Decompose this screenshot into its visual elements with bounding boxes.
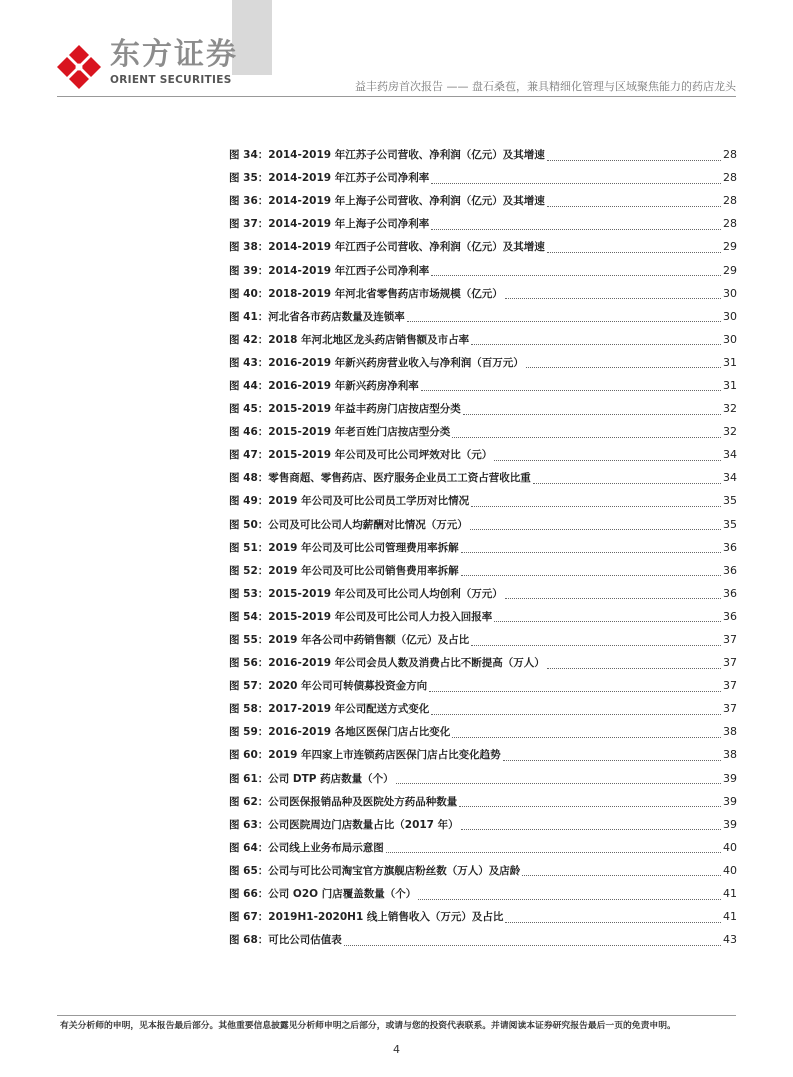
toc-entry-page[interactable]: 28 [723,217,737,231]
toc-entry-page[interactable]: 36 [723,609,737,623]
toc-entry-title[interactable]: 图 47：2015-2019 年公司及可比公司坪效对比（元） [229,449,493,462]
toc-entry-page[interactable]: 32 [723,402,737,416]
toc-entry[interactable] [229,466,737,489]
toc-leader-dots [461,551,721,553]
toc-entry[interactable] [229,836,737,859]
toc-entry-title[interactable]: 图 51：2019 年公司及可比公司管理费用率拆解 [229,541,459,554]
toc-entry-page[interactable]: 40 [723,863,737,877]
toc-entry-page[interactable]: 41 [723,910,737,924]
toc-leader-dots [533,482,721,484]
toc-entry[interactable] [229,928,737,951]
toc-entry-title[interactable]: 图 62：公司医保报销品种及医院处方药品种数量 [229,795,458,808]
toc-leader-dots [461,828,721,830]
page-number: 4 [393,1043,400,1056]
toc-leader-dots [344,944,721,946]
toc-entry[interactable] [229,166,737,189]
toc-entry[interactable] [229,628,737,651]
brand-name-cn: 东方证券 [110,37,238,72]
toc-entry-title[interactable]: 图 38：2014-2019 年江西子公司营收、净利润（亿元）及其增速 [229,241,545,254]
toc-entry[interactable] [229,282,737,305]
toc-entry-page[interactable]: 41 [723,887,737,901]
footer-disclaimer: 有关分析师的申明，见本报告最后部分。其他重要信息披露见分析师申明之后部分，或请与您的投资代表联系。并请阅读本证券研究报告最后一页的免责申明。 [60,1021,676,1031]
toc-entry-title[interactable]: 图 44：2016-2019 年新兴药房净利率 [229,379,419,392]
orient-securities-logo-icon [54,42,104,92]
toc-entry[interactable] [229,513,737,536]
toc-entry-page[interactable]: 28 [723,194,737,208]
toc-entry[interactable] [229,235,737,258]
toc-entry[interactable] [229,328,737,351]
toc-entry-page[interactable]: 34 [723,448,737,462]
toc-leader-dots [429,690,721,692]
toc-leader-dots [396,782,721,784]
toc-entry[interactable] [229,882,737,905]
toc-entry[interactable] [229,536,737,559]
toc-entry[interactable] [229,489,737,512]
toc-entry-title[interactable]: 图 55：2019 年各公司中药销售额（亿元）及占比 [229,634,470,647]
toc-entry-title[interactable]: 图 40：2018-2019 年河北省零售药店市场规模（亿元） [229,287,503,300]
toc-leader-dots [547,251,721,253]
toc-leader-dots [470,528,721,530]
toc-leader-dots [471,343,721,345]
toc-entry-page[interactable]: 39 [723,771,737,785]
toc-entry-page[interactable]: 28 [723,148,737,162]
toc-entry[interactable] [229,859,737,882]
toc-entry-title[interactable]: 图 34：2014-2019 年江苏子公司营收、净利润（亿元）及其增速 [229,149,545,162]
toc-entry-title[interactable]: 图 35：2014-2019 年江苏子公司净利率 [229,172,430,185]
toc-entry-page[interactable]: 29 [723,263,737,277]
toc-entry-title[interactable]: 图 46：2015-2019 年老百姓门店按店型分类 [229,426,451,439]
toc-entry[interactable] [229,374,737,397]
toc-entry-title[interactable]: 图 64：公司线上业务布局示意图 [229,841,384,854]
toc-entry[interactable] [229,351,737,374]
toc-entry-title[interactable]: 图 42：2018 年河北地区龙头药店销售额及市占率 [229,333,470,346]
toc-leader-dots [386,851,721,853]
toc-entry-page[interactable]: 37 [723,656,737,670]
toc-leader-dots [431,228,721,230]
toc-entry-title[interactable]: 图 39：2014-2019 年江西子公司净利率 [229,264,430,277]
toc-entry[interactable] [229,420,737,443]
toc-entry-title[interactable]: 图 49：2019 年公司及可比公司员工学历对比情况 [229,495,470,508]
toc-entry[interactable] [229,212,737,235]
toc-entry[interactable] [229,813,737,836]
toc-entry-title[interactable]: 图 68：可比公司估值表 [229,934,342,947]
toc-leader-dots [452,436,721,438]
toc-entry-title[interactable]: 图 56：2016-2019 年公司会员人数及消费占比不断提高（万人） [229,657,545,670]
toc-entry-title[interactable]: 图 45：2015-2019 年益丰药房门店按店型分类 [229,403,461,416]
toc-leader-dots [494,620,721,622]
toc-entry-title[interactable]: 图 57：2020 年公司可转债募投资金方向 [229,680,428,693]
toc-entry-title[interactable]: 图 41：河北省各市药店数量及连锁率 [229,310,405,323]
toc-entry-page[interactable]: 43 [723,933,737,947]
toc-entry[interactable] [229,605,737,628]
toc-entry-title[interactable]: 图 58：2017-2019 年公司配送方式变化 [229,703,430,716]
toc-entry-page[interactable]: 32 [723,425,737,439]
toc-entry-page[interactable]: 36 [723,563,737,577]
toc-leader-dots [407,320,721,322]
toc-leader-dots [547,159,721,161]
header-gray-band [232,0,272,75]
toc-entry-title[interactable]: 图 54：2015-2019 年公司及可比公司人力投入回报率 [229,610,493,623]
toc-entry[interactable] [229,790,737,813]
toc-entry-title[interactable]: 图 61：公司 DTP 药店数量（个） [229,772,394,785]
toc-leader-dots [547,205,721,207]
brand-name-en: ORIENT SECURITIES [110,74,232,86]
toc-entry-page[interactable]: 34 [723,471,737,485]
toc-entry-title[interactable]: 图 63：公司医院周边门店数量占比（2017 年） [229,818,459,831]
toc-entry-title[interactable]: 图 67：2019H1-2020H1 线上销售收入（万元）及占比 [229,911,504,924]
toc-entry-page[interactable]: 37 [723,679,737,693]
toc-entry-title[interactable]: 图 43：2016-2019 年新兴药房营业收入与净利润（百万元） [229,356,524,369]
footer-divider [57,1015,736,1016]
toc-leader-dots [431,182,721,184]
toc-entry-page[interactable]: 40 [723,840,737,854]
toc-entry-title[interactable]: 图 48：零售商超、零售药店、医疗服务企业员工工资占营收比重 [229,472,531,485]
toc-entry-page[interactable]: 30 [723,286,737,300]
toc-leader-dots [431,274,721,276]
toc-entry[interactable] [229,767,737,790]
toc-entry[interactable] [229,697,737,720]
toc-entry[interactable] [229,651,737,674]
toc-leader-dots [461,574,721,576]
toc-leader-dots [494,459,721,461]
toc-leader-dots [505,297,721,299]
toc-leader-dots [463,413,721,415]
toc-leader-dots [471,644,721,646]
toc-entry-page[interactable]: 36 [723,586,737,600]
toc-entry[interactable] [229,674,737,697]
toc-entry[interactable] [229,582,737,605]
toc-entry-title[interactable]: 图 52：2019 年公司及可比公司销售费用率拆解 [229,564,459,577]
toc-entry-page[interactable]: 31 [723,378,737,392]
toc-entry-title[interactable]: 图 60：2019 年四家上市连锁药店医保门店占比变化趋势 [229,749,501,762]
toc-entry-page[interactable]: 35 [723,494,737,508]
toc-entry-page[interactable]: 36 [723,540,737,554]
toc-leader-dots [522,874,721,876]
toc-entry-title[interactable]: 图 36：2014-2019 年上海子公司营收、净利润（亿元）及其增速 [229,195,545,208]
toc-entry-title[interactable]: 图 59：2016-2019 各地区医保门店占比变化 [229,726,451,739]
toc-entry[interactable] [229,258,737,281]
toc-entry-title[interactable]: 图 65：公司与可比公司淘宝官方旗舰店粉丝数（万人）及店龄 [229,864,521,877]
toc-entry[interactable] [229,905,737,928]
toc-leader-dots [505,921,721,923]
toc-entry-page[interactable]: 29 [723,240,737,254]
toc-leader-dots [459,805,721,807]
toc-leader-dots [431,713,721,715]
toc-entry-title[interactable]: 图 53：2015-2019 年公司及可比公司人均创利（万元） [229,587,503,600]
toc-entry-page[interactable]: 38 [723,748,737,762]
toc-entry-page[interactable]: 28 [723,171,737,185]
figure-table-of-contents [229,143,737,951]
toc-entry-page[interactable]: 31 [723,355,737,369]
toc-entry-page[interactable]: 37 [723,633,737,647]
toc-leader-dots [421,389,721,391]
toc-entry-page[interactable]: 39 [723,817,737,831]
toc-entry-page[interactable]: 30 [723,332,737,346]
toc-entry-page[interactable]: 38 [723,725,737,739]
toc-leader-dots [452,736,721,738]
toc-entry[interactable] [229,743,737,766]
toc-entry-title[interactable]: 图 37：2014-2019 年上海子公司净利率 [229,218,430,231]
toc-entry-title[interactable]: 图 66：公司 O2O 门店覆盖数量（个） [229,888,417,901]
toc-leader-dots [547,667,721,669]
header-divider [57,96,736,97]
report-subtitle: 益丰药房首次报告 —— 盘石桑苞，兼具精细化管理与区域聚焦能力的药店龙头 [355,80,736,93]
toc-entry[interactable] [229,559,737,582]
toc-entry[interactable] [229,189,737,212]
toc-entry[interactable] [229,720,737,743]
toc-entry[interactable] [229,443,737,466]
toc-entry[interactable] [229,143,737,166]
toc-leader-dots [526,366,721,368]
toc-entry-page[interactable]: 39 [723,794,737,808]
toc-leader-dots [418,898,721,900]
toc-entry-page[interactable]: 35 [723,517,737,531]
toc-leader-dots [503,759,721,761]
toc-leader-dots [471,505,721,507]
toc-entry-title[interactable]: 图 50：公司及可比公司人均薪酬对比情况（万元） [229,518,468,531]
toc-entry[interactable] [229,305,737,328]
toc-entry-page[interactable]: 30 [723,309,737,323]
toc-leader-dots [505,597,721,599]
toc-entry[interactable] [229,397,737,420]
toc-entry-page[interactable]: 37 [723,702,737,716]
